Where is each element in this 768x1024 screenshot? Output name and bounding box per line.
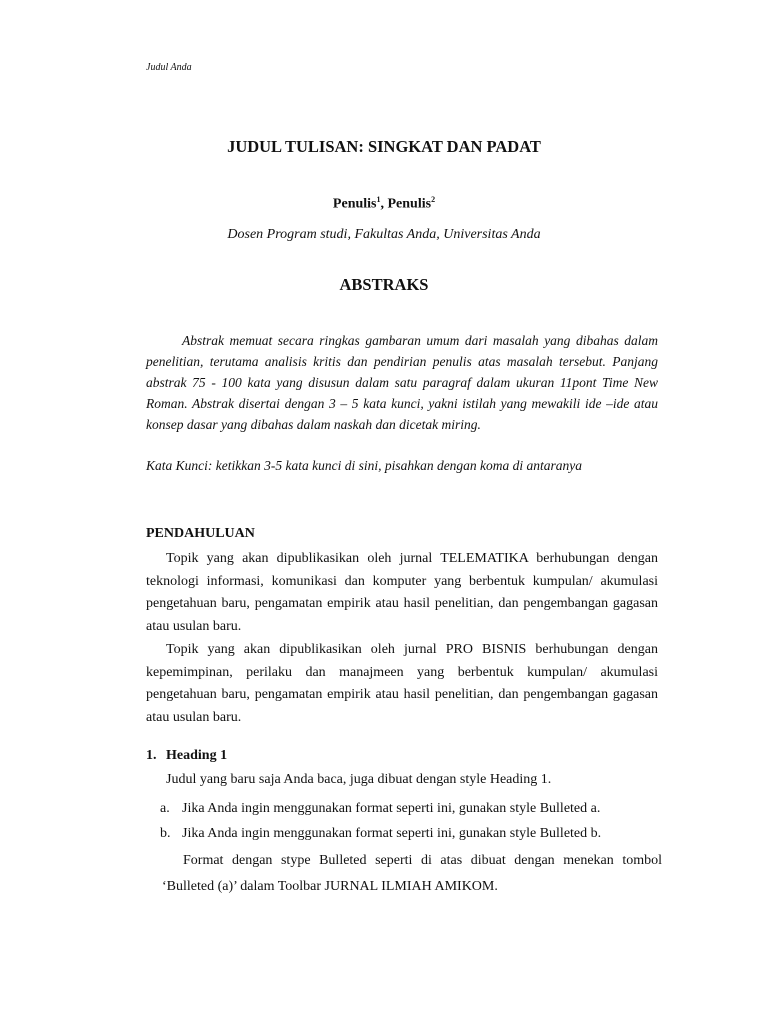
section-heading-introduction: PENDAHULUAN xyxy=(146,526,255,541)
paper-title: JUDUL TULISAN: SINGKAT DAN PADAT xyxy=(227,137,541,156)
author-line xyxy=(0,195,768,213)
list-item-text: Jika Anda ingin menggunakan format seperti ini, gunakan style Bulleted b. xyxy=(182,825,602,841)
author-separator: , xyxy=(380,196,388,212)
list-item xyxy=(160,822,601,847)
paragraph: Topik yang akan dipublikasikan oleh jurnal TELEMATIKA berhubungan dengan teknologi informasi, komunikasi dan komputer yang berbentuk kumpulan/ akumulasi pengetahuan baru, pengamatan empirik atau hasil penelitian, dan pengembangan gagasan atau usulan baru. xyxy=(146,551,658,635)
paragraph: Topik yang akan dipublikasikan oleh jurnal PRO BISNIS berhubungan dengan kepemimpinan, perilaku dan manajmeen yang berbentuk kumpulan/ akumulasi pengetahuan baru, pengamatan empirik atau hasil penelitian, dan pengembangan gagasan atau usulan baru. xyxy=(146,641,658,725)
abstract-text: Abstrak memuat secara ringkas gambaran umum dari masalah yang dibahas dalam penelitian, terutama analisis kritis dan pendirian penulis atas masalah tersebut. Panjang abstrak 75 - 100 kata yang disusun dalam satu paragraf dalam ukuran 11pont Time New Roman. Abstrak disertai dengan 3 – 5 kata kunci, yakni istilah yang mewakili ide –ide atau konsep dasar yang dibahas dalam naskah dan dicetak miring. xyxy=(146,333,658,432)
running-header: Judul Anda xyxy=(146,62,192,73)
author-name: Penulis xyxy=(387,196,432,212)
author-affiliation-number: 1 xyxy=(376,195,381,204)
introduction-body xyxy=(146,548,658,730)
format-note-paragraph: Format dengan stype Bulleted seperti di atas dibuat dengan menekan tombol ‘Bulleted (a)’ dalam Toolbar JURNAL ILMIAH AMIKOM. xyxy=(162,853,662,894)
author-name: Penulis xyxy=(332,196,377,212)
section-number: 1. xyxy=(146,748,157,763)
keywords-line: Kata Kunci: ketikkan 3-5 kata kunci di sini, pisahkan dengan koma di antaranya xyxy=(146,458,583,473)
list-marker: a. xyxy=(160,801,170,816)
paragraph: Judul yang baru saja Anda baca, juga dibuat dengan style Heading 1. xyxy=(166,772,552,787)
abstract-heading: ABSTRAKS xyxy=(339,275,429,294)
author-affiliation-number: 2 xyxy=(431,195,436,204)
list-item xyxy=(160,797,601,822)
bulleted-list xyxy=(160,797,601,846)
list-item-text: Jika Anda ingin menggunakan format seperti ini, gunakan style Bulleted a. xyxy=(182,801,601,816)
section-heading-text: Heading 1 xyxy=(166,748,228,763)
author-affiliation: Dosen Program studi, Fakultas Anda, Universitas Anda xyxy=(227,227,541,242)
section-heading-1 xyxy=(146,748,227,764)
list-marker: b. xyxy=(160,825,171,841)
